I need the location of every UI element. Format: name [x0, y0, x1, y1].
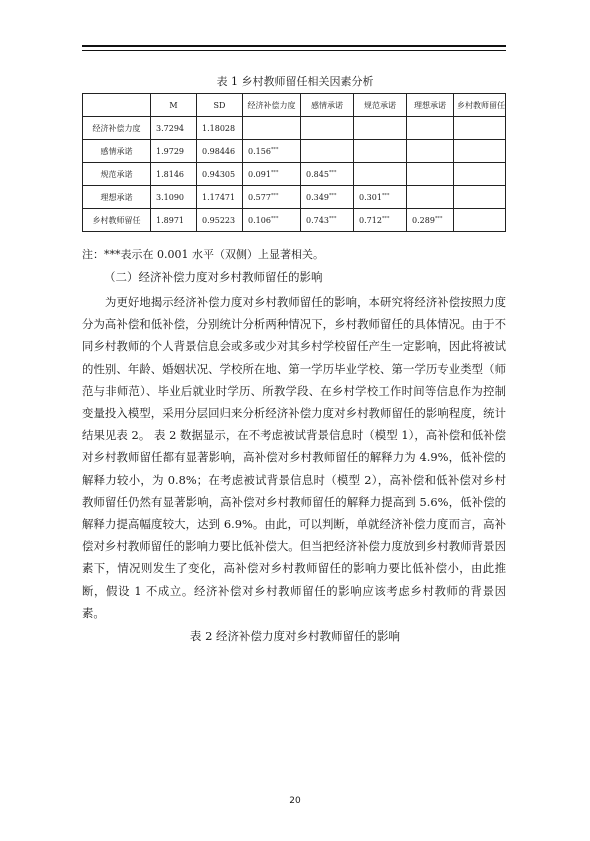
mean-cell: 1.8146 [151, 163, 197, 186]
corr-cell [407, 140, 454, 163]
mean-cell: 3.1090 [151, 186, 197, 209]
significance-mark: *** [270, 214, 279, 221]
table1-header-cell: 理想承诺 [407, 94, 454, 117]
table-row [83, 140, 506, 163]
corr-cell [301, 140, 354, 163]
row-label: 理想承诺 [83, 186, 151, 209]
table2-caption: 表 2 经济补偿力度对乡村教师留任的影响 [189, 629, 401, 643]
table1-header-cell: 经济补偿力度 [243, 94, 301, 117]
corr-cell [407, 117, 454, 140]
corr-cell [407, 209, 454, 232]
corr-value: 0.156 [248, 146, 271, 156]
sd-cell: 0.94305 [197, 163, 243, 186]
corr-value: 0.845 [306, 169, 329, 179]
corr-cell [454, 209, 506, 232]
corr-cell [354, 209, 407, 232]
table1-header-cell: SD [197, 94, 243, 117]
row-label: 乡村教师留任 [83, 209, 151, 232]
page-number: 20 [289, 796, 301, 806]
corr-cell [243, 140, 301, 163]
corr-value: 0.301 [359, 192, 382, 202]
table-row [83, 163, 506, 186]
table1-header-cell: 感情承诺 [301, 94, 354, 117]
significance-mark: *** [328, 191, 337, 198]
corr-cell [243, 209, 301, 232]
corr-cell [454, 186, 506, 209]
table-note: 注：***表示在 0.001 水平（双侧）上显著相关。 [82, 248, 324, 261]
significance-mark: *** [328, 214, 337, 221]
table-row [83, 209, 506, 232]
significance-mark: *** [434, 214, 443, 221]
significance-mark: *** [270, 168, 279, 175]
corr-cell [354, 117, 407, 140]
corr-value: 0.743 [306, 215, 329, 225]
row-label: 经济补偿力度 [83, 117, 151, 140]
sd-cell: 1.18028 [197, 117, 243, 140]
corr-cell [354, 186, 407, 209]
corr-value: 0.106 [248, 215, 271, 225]
header-rule-thin [82, 50, 506, 51]
header-rule-thick [82, 45, 506, 47]
row-label: 规范承诺 [83, 163, 151, 186]
corr-value: 0.289 [412, 215, 435, 225]
significance-mark: *** [270, 145, 279, 152]
corr-cell [243, 163, 301, 186]
table1-header-cell: 乡村教师留任 [454, 94, 506, 117]
table1-caption: 表 1 乡村教师留任相关因素分析 [216, 75, 374, 88]
table1-header-cell [83, 94, 151, 117]
sd-cell: 0.98446 [197, 140, 243, 163]
significance-mark: *** [328, 168, 337, 175]
corr-value: 0.349 [306, 192, 329, 202]
corr-cell [454, 163, 506, 186]
corr-cell [301, 186, 354, 209]
mean-cell: 1.9729 [151, 140, 197, 163]
corr-cell [243, 117, 301, 140]
mean-cell: 3.7294 [151, 117, 197, 140]
corr-cell [454, 117, 506, 140]
corr-cell [407, 186, 454, 209]
corr-cell [243, 186, 301, 209]
section-heading: （二）经济补偿力度对乡村教师留任的影响 [104, 270, 323, 284]
sd-cell: 0.95223 [197, 209, 243, 232]
corr-cell [301, 163, 354, 186]
significance-mark: *** [381, 214, 390, 221]
corr-value: 0.712 [359, 215, 382, 225]
corr-cell [354, 163, 407, 186]
table-row [83, 117, 506, 140]
corr-cell [301, 117, 354, 140]
table-row [83, 186, 506, 209]
significance-mark: *** [381, 191, 390, 198]
mean-cell: 1.8971 [151, 209, 197, 232]
body-paragraph: 为更好地揭示经济补偿力度对乡村教师留任的影响，本研究将经济补偿按照力度分为高补偿和低补偿，分别统计分析两种情况下，乡村教师留任的具体情况。由于不同乡村教师的个人背景信息会或多或少对其乡村学校留任产生一定影响，因此将被试的性别、年龄、婚姻状况、学校所在地、第一学历毕业学校、第一学历专业类型（师范与非师范）、毕业后就业时学历、所教学段、在乡村学校工作时间等信息作为控制变量投入模型，采用分层回归来分析经济补偿力度对乡村教师留任的影响程度，统计结果见表 2。 表 2 数据显示，在不考虑被试背景信息时（模型 1），高补偿和低补偿对乡村教师留任都有显著影响，高补偿对乡村教师留任的解释力为 4.9%，低补偿的解释力较小，为 0.8%；在考虑被试背景信息时（模型 2），高补偿和低补偿对乡村教师留任仍然有显著影响，高补偿对乡村教师留任的解释力提高到 5.6%，低补偿的解释力提高幅度较大，达到 6.9%。由此，可以判断，单就经济补偿力度而言，高补偿对乡村教师留任的影响力要比低补偿大。但当把经济补偿力度放到乡村教师背景因素下，情况则发生了变化，高补偿对乡村教师留任的影响力要比低补偿小，由此推断，假设 1 不成立。经济补偿对乡村教师留任的影响应该考虑乡村教师的背景因素。 [82, 295, 506, 620]
corr-cell [354, 140, 407, 163]
corr-value: 0.091 [248, 169, 271, 179]
table1-header-row [83, 94, 506, 117]
corr-value: 0.577 [248, 192, 271, 202]
table1-header-cell: 规范承诺 [354, 94, 407, 117]
significance-mark: *** [270, 191, 279, 198]
table1 [82, 93, 506, 232]
corr-cell [407, 163, 454, 186]
corr-cell [301, 209, 354, 232]
sd-cell: 1.17471 [197, 186, 243, 209]
corr-cell [454, 140, 506, 163]
row-label: 感情承诺 [83, 140, 151, 163]
table1-header-cell: M [151, 94, 197, 117]
